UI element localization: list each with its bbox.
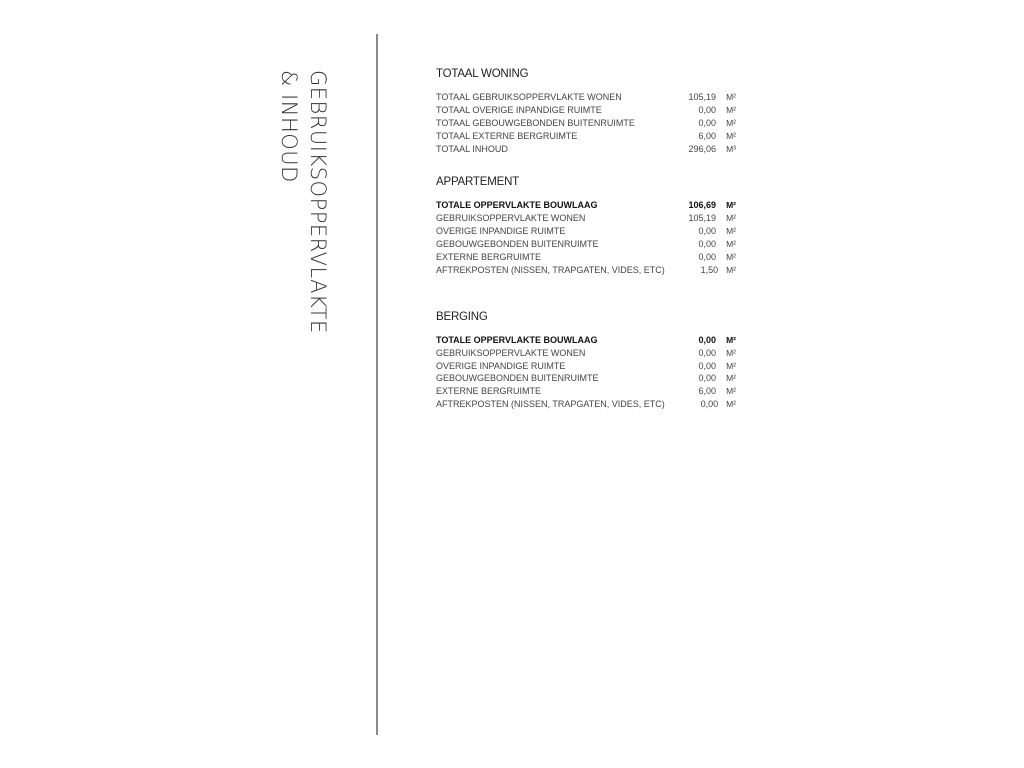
- table-row: [436, 372, 736, 385]
- row-unit: M²: [726, 264, 736, 275]
- row-value: 0,00: [698, 117, 716, 128]
- row-unit: M²: [726, 130, 736, 141]
- section-totaal-woning: [436, 67, 736, 155]
- row-unit: M²: [726, 239, 736, 250]
- row-unit: M²: [726, 386, 736, 397]
- page-title-line-1: GEBRUIKSOPPERVLAKTE: [306, 70, 330, 334]
- row-value: 296,06: [688, 143, 716, 154]
- row-unit: M²: [726, 373, 736, 384]
- table-row: [436, 347, 736, 360]
- row-value: 6,00: [698, 130, 716, 141]
- row-label: TOTALE OPPERVLAKTE BOUWLAAG: [436, 334, 598, 345]
- page-title: [274, 70, 332, 334]
- section-spacer: [436, 277, 736, 310]
- row-label: TOTAAL INHOUD: [436, 143, 508, 154]
- row-label: TOTALE OPPERVLAKTE BOUWLAAG: [436, 200, 598, 211]
- row-label: OVERIGE INPANDIGE RUIMTE: [436, 226, 566, 237]
- row-value: 0,00: [698, 239, 716, 250]
- section-spacer: [436, 155, 736, 175]
- row-unit: M²: [726, 200, 736, 211]
- row-label: TOTAAL EXTERNE BERGRUIMTE: [436, 130, 578, 141]
- area-table: [436, 67, 736, 411]
- section-title: APPARTEMENT: [436, 176, 519, 189]
- row-value: 1,50: [700, 264, 719, 275]
- row-label: TOTAAL OVERIGE INPANDIGE RUIMTE: [436, 104, 602, 115]
- vertical-divider: [376, 34, 378, 735]
- row-unit: M²: [726, 92, 736, 102]
- row-unit: M²: [726, 226, 736, 237]
- row-label: GEBOUWGEBONDEN BUITENRUIMTE: [436, 373, 599, 384]
- table-row: [436, 264, 736, 277]
- row-label: GEBRUIKSOPPERVLAKTE WONEN: [436, 347, 586, 358]
- table-row: [436, 385, 736, 398]
- table-row: [436, 398, 736, 411]
- row-label: AFTREKPOSTEN (NISSEN, TRAPGATEN, VIDES, ETC): [436, 399, 665, 410]
- section-berging: [436, 310, 736, 411]
- row-value: 0,00: [698, 373, 716, 384]
- table-row: [436, 212, 736, 225]
- table-row: [436, 117, 736, 130]
- row-unit: M²: [726, 347, 736, 358]
- table-row: [436, 199, 736, 212]
- row-value: 0,00: [698, 347, 716, 358]
- row-value: 0,00: [698, 226, 716, 237]
- row-label: EXTERNE BERGRUIMTE: [436, 386, 542, 397]
- row-unit: M²: [726, 104, 736, 115]
- row-value: 106,69: [688, 200, 716, 211]
- row-unit: M²: [726, 213, 736, 224]
- row-label: OVERIGE INPANDIGE RUIMTE: [436, 360, 566, 371]
- row-unit: M²: [726, 252, 736, 263]
- section-appartement: [436, 175, 736, 276]
- table-row: [436, 225, 736, 238]
- section-title: TOTAAL WONING: [436, 68, 529, 80]
- row-unit: M²: [726, 117, 736, 128]
- row-unit: M³: [726, 143, 736, 154]
- table-row: [436, 143, 736, 156]
- row-unit: M²: [726, 360, 736, 371]
- row-label: GEBOUWGEBONDEN BUITENRUIMTE: [436, 239, 599, 250]
- table-row: [436, 334, 736, 347]
- row-label: EXTERNE BERGRUIMTE: [436, 252, 542, 263]
- row-value: 0,00: [698, 252, 716, 263]
- row-value: 0,00: [698, 104, 716, 115]
- row-value: 6,00: [698, 386, 716, 397]
- table-row: [436, 238, 736, 251]
- row-label: TOTAAL GEBOUWGEBONDEN BUITENRUIMTE: [436, 117, 635, 128]
- table-row: [436, 91, 736, 104]
- row-label: GEBRUIKSOPPERVLAKTE WONEN: [436, 213, 586, 224]
- row-label: AFTREKPOSTEN (NISSEN, TRAPGATEN, VIDES, ETC): [436, 264, 665, 275]
- section-title: BERGING: [436, 310, 488, 323]
- row-value: 0,00: [700, 399, 719, 410]
- row-value: 0,00: [698, 360, 716, 371]
- row-label: TOTAAL GEBRUIKSOPPERVLAKTE WONEN: [436, 92, 622, 102]
- table-row: [436, 104, 736, 117]
- row-unit: M²: [726, 399, 736, 410]
- row-value: 0,00: [698, 334, 716, 345]
- table-row: [436, 251, 736, 264]
- row-value: 105,19: [688, 213, 716, 224]
- row-unit: M²: [726, 334, 736, 345]
- page-title-line-2: & INHOUD: [277, 70, 301, 183]
- table-row: [436, 130, 736, 143]
- table-row: [436, 360, 736, 373]
- row-value: 105,19: [688, 92, 716, 102]
